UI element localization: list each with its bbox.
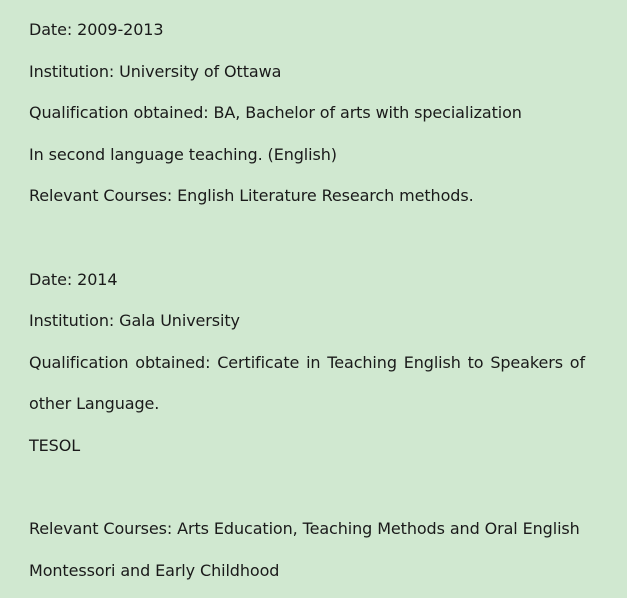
- entry-1-institution: Institution: University of Ottawa: [29, 62, 282, 81]
- entry-2-qualification-line-3: TESOL: [29, 436, 81, 455]
- entry-1-qualification-line-1: Qualification obtained: BA, Bachelor of arts with specialization: [29, 103, 522, 122]
- entry-1-date: Date: 2009-2013: [29, 20, 164, 39]
- entry-2-institution: Institution: Gala University: [29, 311, 240, 330]
- entry-2-date: Date: 2014: [29, 270, 118, 289]
- entry-1-qualification-line-2: In second language teaching. (English): [29, 145, 337, 164]
- entry-2-courses-line-2: Montessori and Early Childhood: [29, 561, 280, 580]
- entry-2-qualification-line-1: Qualification obtained: Certificate in Teaching English to Speakers of: [29, 353, 585, 372]
- entry-2-courses-line-1: Relevant Courses: Arts Education, Teaching Methods and Oral English: [29, 519, 580, 538]
- entry-2-qualification-line-2: other Language.: [29, 394, 160, 413]
- entry-1-courses: Relevant Courses: English Literature Research methods.: [29, 186, 474, 205]
